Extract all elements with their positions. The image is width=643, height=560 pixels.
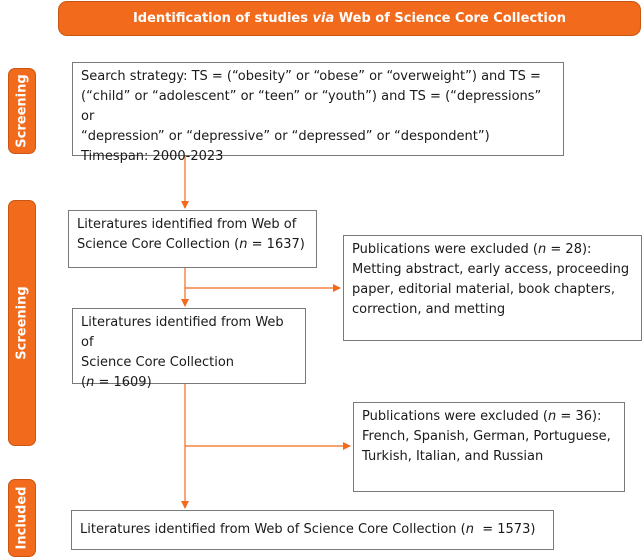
search-strategy-box [72, 62, 564, 164]
excluded-line [362, 407, 616, 427]
screened-box [72, 308, 306, 390]
excluded-box-1 [343, 235, 642, 341]
n-symbol: n [465, 522, 474, 537]
screened-count: = 1609) [94, 375, 152, 390]
excluded-line: French, Spanish, German, Portuguese, [362, 429, 611, 444]
side-label-included [8, 479, 36, 557]
screened-line: Literatures identified from Web of [81, 315, 284, 350]
identified-line: Literatures identified from Web of [77, 217, 297, 232]
title-italic: via [312, 11, 335, 26]
excluded-text: Publications were excluded ( [362, 409, 549, 424]
n-symbol: n [538, 242, 547, 257]
excluded-line [352, 240, 633, 260]
excluded-line: Turkish, Italian, and Russian [362, 449, 544, 464]
side-label-text: Screening [14, 74, 30, 148]
search-line: Search strategy: TS = (“obesity” or “obese” or “overweight”) and TS = [81, 69, 541, 84]
title-prefix: Identification of studies [132, 11, 313, 26]
side-label-screening-top [8, 68, 36, 154]
excluded-box-2 [353, 402, 625, 492]
side-label-text: Screening [14, 286, 30, 360]
identified-count: = 1637) [247, 237, 305, 252]
included-line [80, 520, 535, 540]
excluded-count: = 36): [556, 409, 602, 424]
side-label-screening-middle [8, 200, 36, 446]
excluded-line: paper, editorial material, book chapters, [352, 282, 615, 297]
identified-text: Science Core Collection ( [77, 237, 240, 252]
title-suffix: Web of Science Core Collection [334, 11, 567, 26]
identified-line [77, 235, 308, 255]
search-line: “depression” or “depressive” or “depressed” or “despondent”) [81, 129, 490, 144]
n-symbol: n [239, 237, 248, 252]
screened-line [81, 373, 297, 393]
included-box [71, 510, 554, 550]
excluded-line: Metting abstract, early access, proceeding [352, 262, 630, 277]
page-title [58, 1, 641, 36]
search-line: (“child” or “adolescent” or “teen” or “youth”) and TS = (“depressions” or [81, 89, 542, 124]
n-symbol: n [548, 409, 557, 424]
screened-line: Science Core Collection [81, 355, 235, 370]
excluded-text: Publications were excluded ( [352, 242, 539, 257]
n-symbol: n [86, 375, 95, 390]
screened-paren: ( [81, 375, 87, 390]
timespan-line: Timespan: 2000-2023 [81, 149, 224, 164]
excluded-line: correction, and metting [352, 302, 506, 317]
included-count: = 1573) [473, 522, 536, 537]
excluded-count: = 28): [546, 242, 592, 257]
included-text: Literatures identified from Web of Science Core Collection ( [80, 522, 466, 537]
identified-box [68, 210, 317, 268]
side-label-text: Included [14, 486, 30, 550]
